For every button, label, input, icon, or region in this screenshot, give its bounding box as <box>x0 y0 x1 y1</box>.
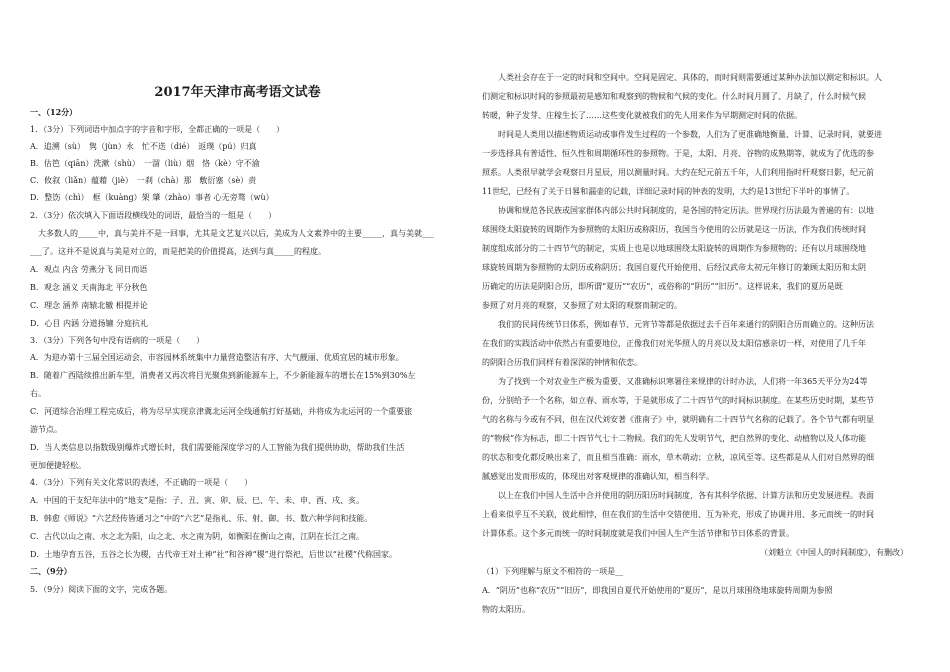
option-line: 更加便捷轻松。 <box>30 461 86 470</box>
passage-line: 协调和规范各民族或国家群体内部公共时间制度的，是各国的特定历法。世界现行历法最为普遍的有：以地 <box>482 206 874 215</box>
passage-line: 人类社会存在于一定的时间和空间中。空间是固定、具体的，而时间则需要通过某种办法加以测定和标识。人 <box>482 73 882 82</box>
question-line: 4．（3分）下列有关文化常识的表述，不正确的一项是（ ） <box>30 478 253 487</box>
option-line: 右。 <box>30 389 46 398</box>
option-line: 物的太阳历。 <box>482 605 530 614</box>
passage-line: 上看来似乎互不关联，彼此相悖，但在我们的生活中交错使用、互为补充，形成了协调并用、多元而统一的时间 <box>482 510 874 519</box>
option-line: A．为迎办第十三届全国运动会，市容园林系统集中力量营造整洁有序、大气靓丽、优质宜居的城市形象。 <box>30 353 404 362</box>
passage-line: 在我们的实践活动中依然占有重要地位，正像我们对光华照人的月亮以及太阳信感亲切一样，对使用了几千年 <box>482 339 866 348</box>
passage-line: 时间是人类用以描述物质运动或事件发生过程的一个参数，人们为了更准确地衡量、计算、记录时间，就要进 <box>482 130 882 139</box>
passage-line: ___了。这并不是说真与美是对立的，而是把美的价值提高，达到与真_____的程度。 <box>30 247 326 256</box>
passage-line: 的状态和变化都反映出来了，而且相当准确：雨水，草木萌动；立秋，凉风至等。这些都是从人们对自然界的细 <box>482 453 874 462</box>
passage-line: 制度组成部分的二十四节气的制定，实质上也是以地球围绕太阳旋转的周期作为参照物的；还有以月球围绕地 <box>482 244 866 253</box>
section-heading: 二、（9分） <box>30 566 72 576</box>
option-line: B．韩愈《师说》“六艺经传皆通习之”中的“六艺”是指礼、乐、射、御、书、数六种学问和技能。 <box>30 514 373 523</box>
option-line: C．攸叙（liǎn）蕴藉（jiè） 一刹（chà）那 敷衍塞（sè）责 <box>30 176 257 185</box>
question-line: 5．（9分）阅读下面的文字，完成各题。 <box>30 585 173 594</box>
option-line: B．估笆（qiān）洗漱（shù） 一溜（liù）烟 恪（kè）守不渝 <box>30 159 260 168</box>
option-line: C．理念 涵养 南辕北辙 相提并论 <box>30 301 148 310</box>
option-line: C．古代以山之南、水之北为阳，山之北、水之南为阴，如衡阳在衡山之南，江阴在长江之南。 <box>30 532 365 541</box>
option-line: A．中国的干支纪年法中的“地支”是指：子、丑、寅、卯、辰、巳、午、未、申、酉、戌、亥。 <box>30 496 364 505</box>
question-line: 1．（3分）下列词语中加点字的字音和字形，全都正确的一项是（ ） <box>30 125 285 134</box>
option-line: B．随着广西陆续推出新车型，消费者又再次将目光聚焦到新能源车上，不少新能源车的增长在15%到30%左 <box>30 371 416 380</box>
passage-line: 历确定的历法是阴阳合历，即所谓“夏历”“农历”，或俗称的“阴历”“旧历”。这样说来，我们的夏历是既 <box>482 282 843 291</box>
passage-line: 球围绕太阳旋转的周期作为参照物的太阳历或称阳历，我国当今使用的公历就是这一历法，作为我们传统时间 <box>482 225 866 234</box>
option-line: A．“阴历”也称“农历”“旧历”，即我国自夏代开始使用的“夏历”，是以月球围绕地球旋转周期为参照 <box>482 586 833 595</box>
option-line: D．心目 内涵 分道扬镳 分庭抗礼 <box>30 319 149 328</box>
option-line: 游节点。 <box>30 425 62 434</box>
option-line: A．追溯（sù） 隽（jùn）永 忙不迭（dié） 返璞（pú）归真 <box>30 142 257 151</box>
passage-line: 照系。人类很早就学会观察日月星辰，用以测量时间。大约在纪元前五千年，人们利用指时杆观察日影，纪元前 <box>482 168 874 177</box>
passage-line: 转暖，种子发芽、庄稼生长了……这些变化就被我们的先人用来作为早期测定时间的依据。 <box>482 111 802 120</box>
passage-line: 球旋转周期为参照物的太阴历或称阴历；我国自夏代开始使用、后经汉武帝太初元年修订的兼顾太阳历和太阴 <box>482 263 866 272</box>
citation: （刘魁立《中国人的时间制度》，有删改） <box>760 548 908 557</box>
passage-line: 气的名称与今或有不同，但在汉代刘安著《淮南子》中，就明确有二十四节气名称的记载了。各个节气都有明显 <box>482 415 874 424</box>
passage-line: 的阴阳合历我们同样有着深深的钟情和依恋。 <box>482 358 642 367</box>
page-title: 2017年天津市高考语文试卷 <box>154 85 321 100</box>
passage-line: 份，分别给予一个名称，如立春、雨水等，于是就形成了二十四节气的时间标识制度。在某些历史时期，某些节 <box>482 396 874 405</box>
question-line: 2．（3分）依次填入下面语段横线处的词语，最恰当的一组是（ ） <box>30 211 277 220</box>
passage-line: 参照了对月亮的观察，又参照了对太阳的观察而制定的。 <box>482 301 682 310</box>
question-line: 3．（3分）下列各句中没有语病的一项是（ ） <box>30 336 205 345</box>
passage-line: 大多数人的_____中，真与美并不是一回事，尤其是文艺复兴以后，美成为人文素养中的主要_____，真与美就___ <box>30 229 434 238</box>
passage-line: 的“物候”作为标志，即二十四节气七十二物候。我们的先人发明节气，把自然界的变化、动植物以及人体功能 <box>482 434 867 443</box>
section-heading: 一、（12分） <box>30 107 78 117</box>
passage-line: 计算体系。这个多元而统一的时间制度就是我们中国人生产生活节律和节日体系的背景。 <box>482 529 794 538</box>
passage-line: 们测定和标识时间的参照最初是感知和观察到的物候和气候的变化。什么时间月圆了、月缺了，什么时候气候 <box>482 92 866 101</box>
option-line: A．观点 内含 劳燕分飞 同日而语 <box>30 265 148 274</box>
option-line: D．土地孕育五谷，五谷之长为稷，古代帝王对土神“社”和谷神“稷”进行祭祀，后世以“社稷”代称国家。 <box>30 550 397 559</box>
passage-line: 我们的民间传统节日体系，例如春节、元宵节等都是依据过去千百年来通行的阴阳合历而确立的。这种历法 <box>482 320 874 329</box>
option-line: C．河道综合治理工程完成后，将为尽早实现京津冀北运河全线通航打好基础，并将成为北运河的一个重要旅 <box>30 407 413 416</box>
option-line: D．当人类信息以指数级别爆炸式增长时，我们需要能深度学习的人工智能为我们提供协助，帮助我们生活 <box>30 443 405 452</box>
passage-line: 腻感觉出发而形成的，体现出对客观规律的准确认知，相当科学。 <box>482 472 714 481</box>
passage-line: 以上在我们中国人生活中合并使用的阴历阳历时间制度，各有其科学依据、计算方法和历史发展进程。表面 <box>482 491 874 500</box>
option-line: D．整饬（chì） 框（kuàng）架 肇（zhào）事者 心无旁骛（wù） <box>30 193 274 202</box>
passage-line: 一步选择具有普适性、恒久性和周期循环性的参照物。于是，太阳、月亮、谷物的成熟期等，就成为了优选的参 <box>482 149 874 158</box>
passage-line: 为了找到一个对农业生产极为重要、又准确标识寒暑往来规律的计时办法，人们将一年365天平分为24等 <box>482 377 868 386</box>
option-line: B．观念 涵义 天南海北 平分秋色 <box>30 283 148 292</box>
question-line: （1）下列理解与原文不相符的一项是__ <box>482 567 624 576</box>
passage-line: 11世纪，已经有了关于日晷和漏壶的记载，详细记录时间的钟表的发明，大约是13世纪下半叶的事情了。 <box>482 187 855 196</box>
